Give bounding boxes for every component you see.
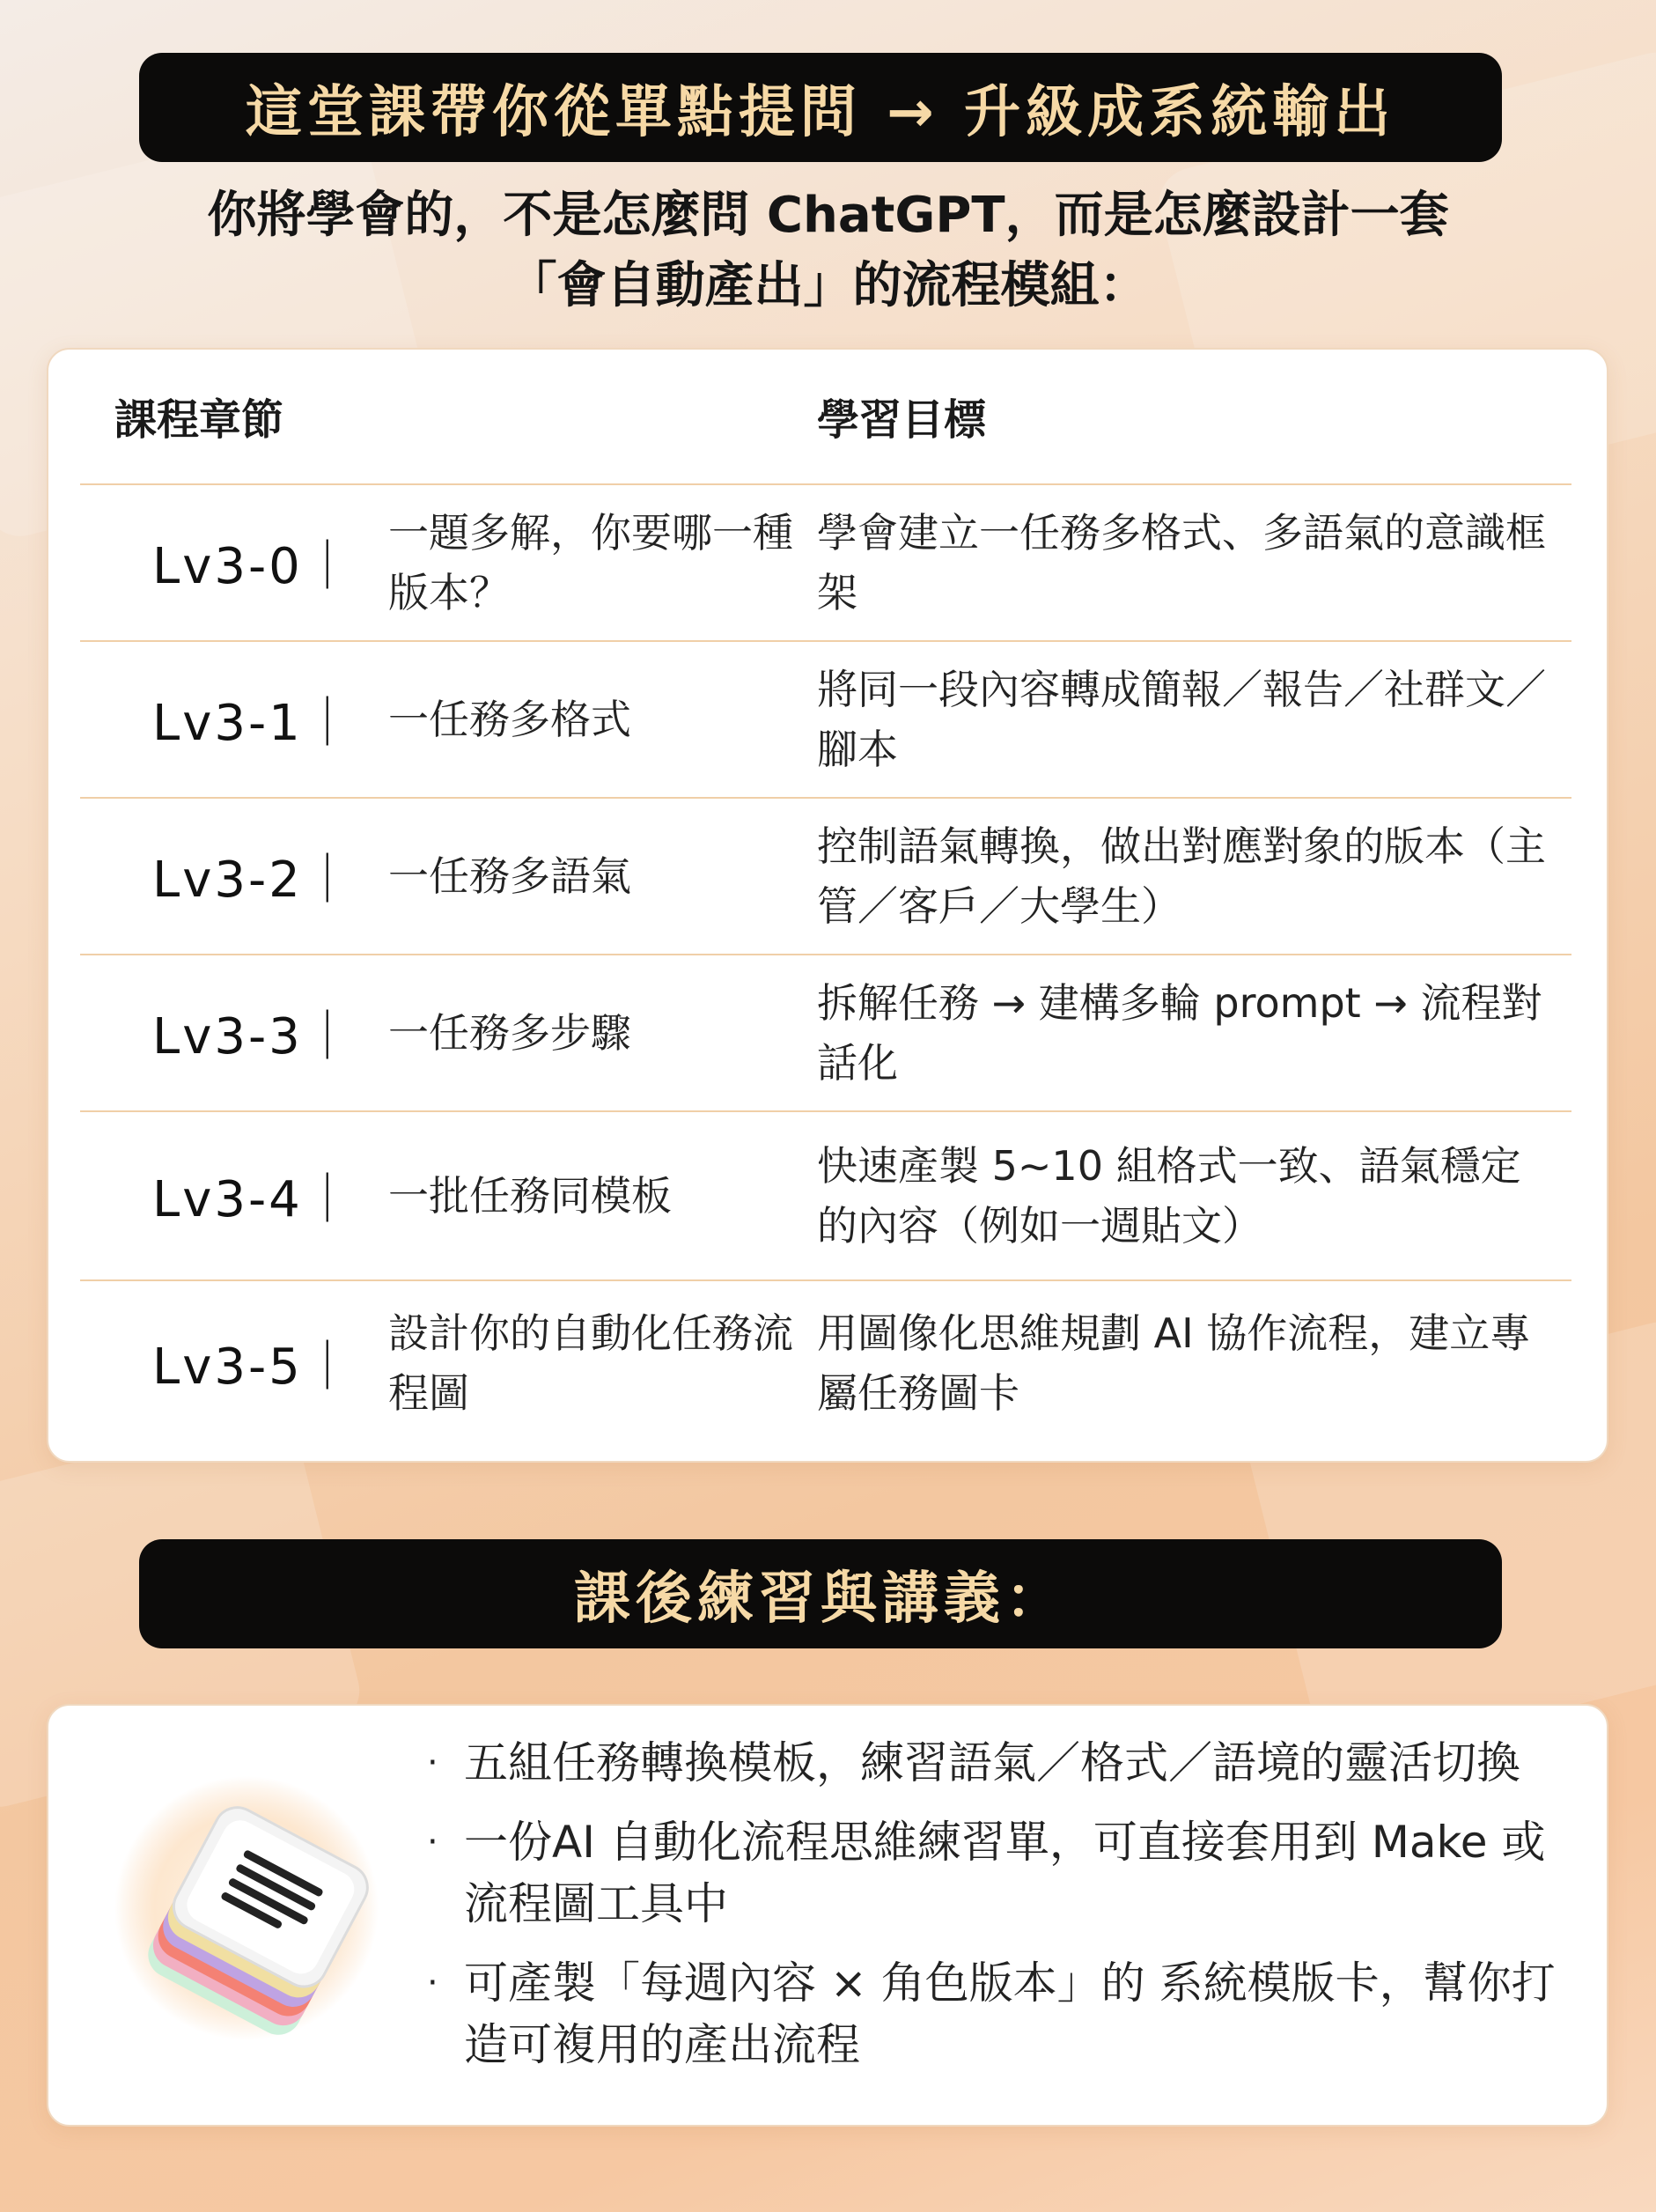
- row-chapter: 一題多解，你要哪一種版本？: [388, 509, 793, 616]
- bottom-banner-text: 課後練習與講義：: [574, 1567, 1067, 1632]
- subtitle-line-1: 你將學會的，不是怎麼問 ChatGPT，而是怎麼設計一套: [207, 187, 1449, 244]
- bullet-mark: ·: [427, 1963, 438, 2003]
- course-table-card: [47, 348, 1608, 1463]
- bottom-banner: [139, 1539, 1502, 1648]
- row-level: Lv3-1｜: [152, 695, 355, 752]
- list-item-text: 一份AI 自動化流程思維練習單，可直接套用到 Make 或流程圖工具中: [464, 1817, 1546, 1929]
- top-banner-text: 這堂課帶你從單點提問 → 升級成系統輸出: [245, 80, 1396, 145]
- row-goal: 快速產製 5~10 組格式一致、語氣穩定的內容（例如一週貼文）: [817, 1142, 1521, 1250]
- subtitle: [0, 181, 1656, 321]
- bullet-mark: ·: [427, 1822, 438, 1862]
- row-level: Lv3-0｜: [152, 538, 355, 595]
- header-chapter: 課程章節: [114, 395, 284, 445]
- list-item-text: 五組任務轉換模板，練習語氣／格式／語境的靈活切換: [464, 1737, 1520, 1788]
- top-banner: [139, 53, 1502, 162]
- row-goal: 拆解任務 → 建構多輪 prompt → 流程對話化: [817, 979, 1542, 1087]
- list-item: [427, 1811, 1589, 1935]
- table-row: [80, 1110, 1571, 1279]
- table-row: [80, 1279, 1571, 1445]
- row-level: Lv3-4｜: [152, 1171, 355, 1228]
- table-row: [80, 640, 1571, 797]
- row-goal: 控制語氣轉換，做出對應對象的版本（主管／客戶／大學生）: [817, 822, 1546, 930]
- row-goal: 將同一段內容轉成簡報／報告／社群文／腳本: [817, 666, 1546, 773]
- row-chapter: 一任務多格式: [388, 696, 631, 743]
- header-goal: 學習目標: [817, 395, 987, 445]
- row-goal: 學會建立一任務多格式、多語氣的意識框架: [817, 509, 1546, 616]
- row-chapter: 一任務多語氣: [388, 852, 631, 900]
- row-goal: 用圖像化思維規劃 AI 協作流程，建立專屬任務圖卡: [817, 1309, 1531, 1417]
- practice-list: [427, 1732, 1589, 2093]
- table-header: [48, 385, 1607, 455]
- row-level: Lv3-5｜: [152, 1338, 355, 1396]
- subtitle-line-2: 「會自動產出」的流程模組：: [507, 257, 1149, 314]
- row-level: Lv3-2｜: [152, 852, 355, 909]
- row-level: Lv3-3｜: [152, 1008, 355, 1065]
- list-item: [427, 1732, 1589, 1794]
- bullet-mark: ·: [427, 1743, 438, 1783]
- list-item-text: 可產製「每週內容 × 角色版本」的 系統模版卡，幫你打造可複用的產出流程: [464, 1958, 1556, 2070]
- table-row: [80, 483, 1571, 640]
- table-row: [80, 954, 1571, 1110]
- row-chapter: 一任務多步驟: [388, 1009, 631, 1057]
- list-item: [427, 1952, 1589, 2076]
- row-chapter: 設計你的自動化任務流程圖: [388, 1309, 793, 1417]
- practice-card: [47, 1704, 1608, 2127]
- table-row: [80, 797, 1571, 954]
- row-chapter: 一批任務同模板: [388, 1172, 672, 1220]
- document-stack-icon: [114, 1776, 396, 2058]
